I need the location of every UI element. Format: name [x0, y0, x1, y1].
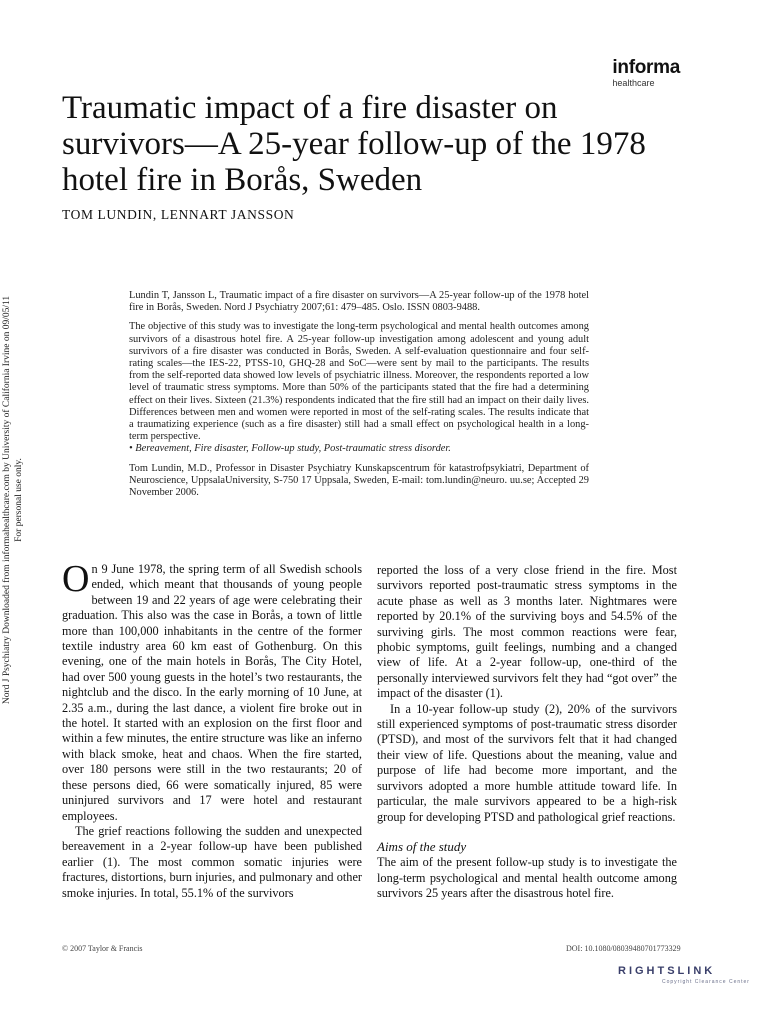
- keywords: • Bereavement, Fire disaster, Follow-up study, Post-traumatic stress disorder.: [129, 443, 451, 455]
- body-column-left: [62, 558, 362, 901]
- section-heading-aims: Aims of the study: [377, 838, 467, 854]
- publisher-brand: informa: [612, 57, 680, 78]
- continuation-paragraph: reported the loss of a very close friend in the fire. Most survivors reported post-traumatic stress symptoms in the acute phase as well as 3 months later. Nightmares were reported by 20.1% of the surviving boys and 54.5% of the surviving girls. The most common reactions were fear, phobic symptoms, guilt feelings, numbing and a changed view of life. At a 2-year follow-up, one-third of the personally interviewed survivors felt they had “got over” the impact of the disaster (1).: [377, 563, 677, 701]
- publisher-sub: healthcare: [612, 78, 655, 88]
- ten-year-paragraph: In a 10-year follow-up study (2), 20% of the survivors still experienced symptoms of post-traumatic stress disorder (PTSD), and most of the survivors felt that it had changed their view of life. Questions about the meaning, value and purpose of life had become more important, and the survivors adopted a more humble attitude toward life. In particular, the male survivors appeared to be a high-risk group for developing PTSD and pathological grief reactions.: [377, 701, 677, 824]
- body-column-right: [377, 563, 677, 902]
- drop-cap: O: [62, 558, 90, 600]
- abstract-body: The objective of this study was to investigate the long-term psychological and mental health outcomes among survivors of a disastrous hotel fire. A 25-year follow-up investigation among adolescent and young adult survivors of a fire disaster was conducted in Borås, Sweden. A self-evaluation questionnaire and four self-rating scales—the IES-22, PTSS-10, GHQ-28 and SoC—were sent by mail to the participants. The results from the self-reported data showed low levels of psychiatric illness. Moreover, the respondents reported a low level of traumatic stress symptoms. More than 50% of the participants stated that the fire had a determining effect on their lives. Sixteen (21.3%) respondents indicated that the fire still had an impact on their daily lives. Differences between men and women were reported in most of the self-rating scales. The results indicate that a traumatizing experience (such as a fire disaster) still had a small effect on psychological health in a long-term perspective.: [129, 321, 589, 443]
- rightslink-logo: [618, 961, 758, 985]
- aims-paragraph: The aim of the present follow-up study is to investigate the long-term psychological and mental health outcome among survivors 25 years after the disastrous hotel fire.: [377, 855, 677, 901]
- citation: Lundin T, Jansson L, Traumatic impact of a fire disaster on survivors—A 25-year follow-up of the 1978 hotel fire in Borås, Sweden. Nord J Psychiatry 2007;61: 479–485. Oslo. ISSN 0803-9488.: [129, 290, 589, 314]
- download-notice: [1, 270, 29, 730]
- intro-text: n 9 June 1978, the spring term of all Swedish schools ended, which meant that thousands of young people between 19 and 22 years of age were celebrating their graduation. This also was the case in Borås, a town of little more than 100,000 inhabitants in the centre of the former textile industry area 60 km east of Gothenburg. On this evening, one of the main hotels in Borås, The City Hotel, had over 500 young guests in the hotel’s two restaurants, the nightclub and the disco. In the early morning of 10 June, at 2.35 a.m., during the last dance, a violent fire broke out in the hotel. It started with an explosion on the first floor and within a few minutes, the entire structure was like an inferno with black smoke, heat and chaos. When the fire started, over 180 persons were still in the two restaurants; 20 of these persons died, 66 were somatically injured, 85 were uninjured survivors and 17 were hotel and restaurant employees.: [62, 562, 362, 823]
- abstract-block: [129, 290, 589, 506]
- grief-paragraph: The grief reactions following the sudden and unexpected bereavement in a 2-year follow-up have been published earlier (1). The most common somatic injuries were fractures, distortions, burn injuries, and pulmonary and other smoke injuries. In total, 55.1% of the survivors: [62, 823, 362, 900]
- rightslink-tagline: Copyright Clearance Center: [662, 979, 750, 985]
- intro-paragraph: [62, 558, 362, 824]
- doi: DOI: 10.1080/08039480701773329: [566, 944, 681, 953]
- download-notice-line: Nord J Psychiatry Downloaded from informahealthcare.com by University of California Irvine on 09/05/11: [2, 295, 12, 705]
- rightslink-wordmark: RIGHTSLINK: [618, 965, 716, 977]
- article-title: Traumatic impact of a fire disaster on survivors—A 25-year follow-up of the 1978 hotel fire in Borås, Sweden: [62, 90, 646, 198]
- copyright-notice: © 2007 Taylor & Francis: [62, 944, 143, 953]
- personal-use-notice: For personal use only.: [14, 458, 24, 542]
- publisher-logo: [612, 58, 680, 88]
- author-affiliation: Tom Lundin, M.D., Professor in Disaster Psychiatry Kunskapscentrum för katastrofpsykiatri, Department of Neuroscience, UppsalaUniversity, S-750 17 Uppsala, Sweden, E-mail: tom.lundin@neuro. uu.se; Accepted 29 November 2006.: [129, 462, 589, 499]
- article-authors: TOM LUNDIN, LENNART JANSSON: [62, 207, 295, 222]
